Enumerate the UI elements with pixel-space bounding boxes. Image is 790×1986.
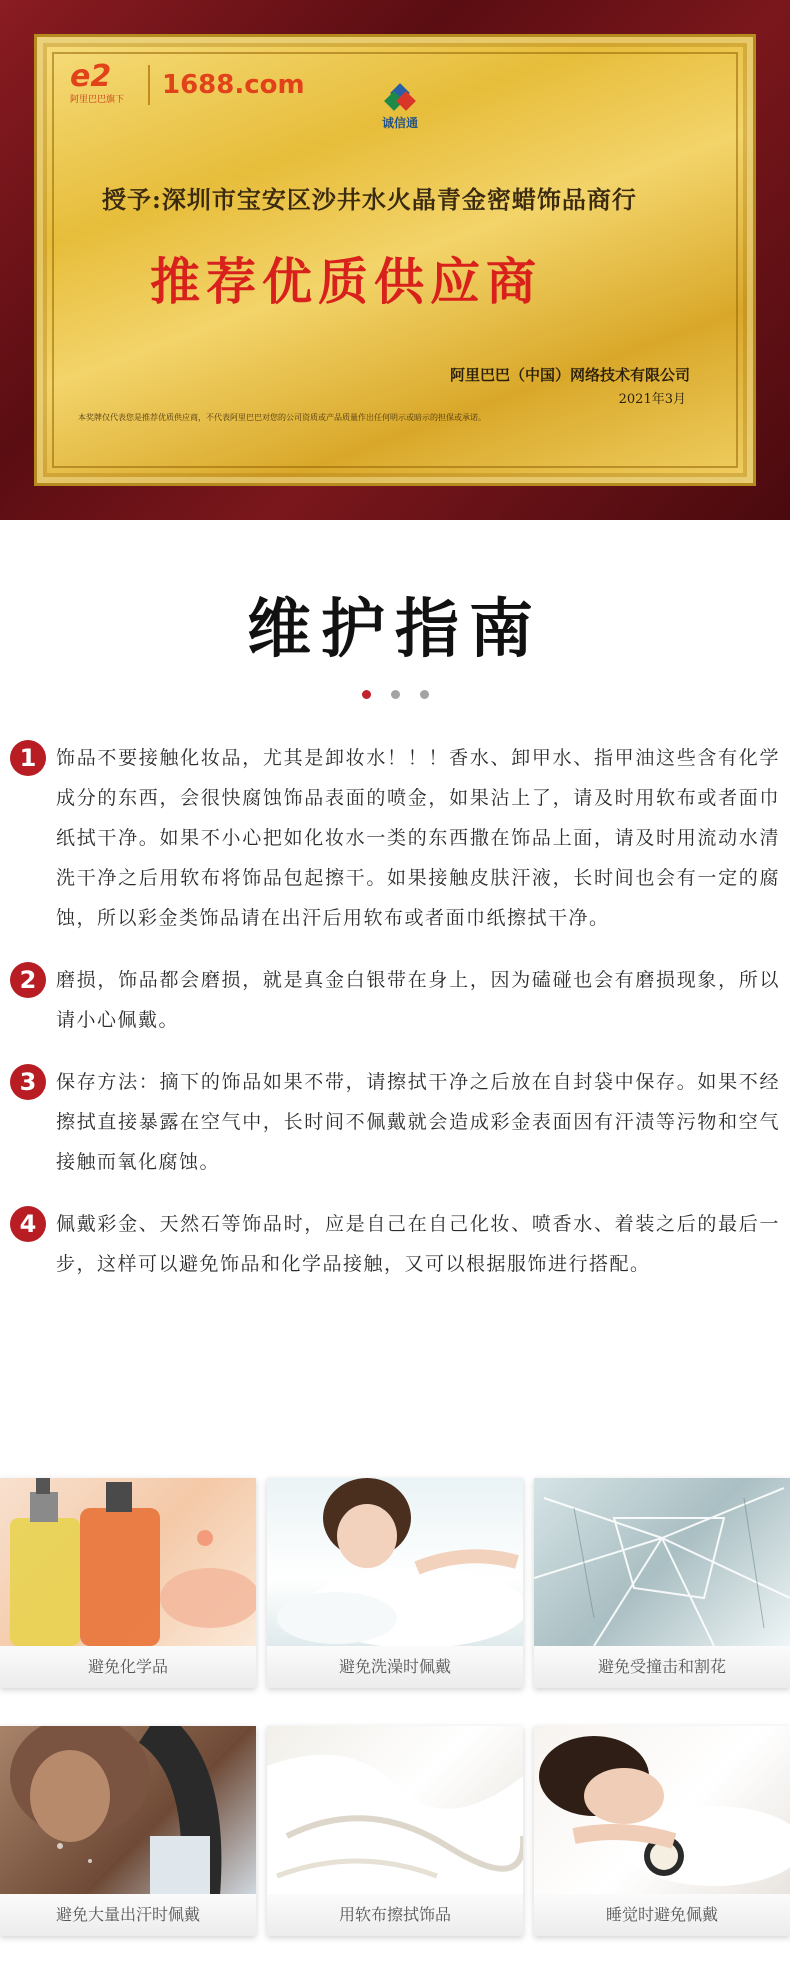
- site-logo-text: 1688.com: [162, 70, 305, 100]
- photo-caption: 用软布擦拭饰品: [267, 1894, 523, 1936]
- care-photo-grid: [0, 1478, 790, 1986]
- sleeping-photo: [534, 1726, 790, 1894]
- tip-item: [10, 738, 780, 938]
- photo-caption: 避免受撞击和割花: [534, 1646, 790, 1688]
- alibaba-logo: [70, 60, 140, 110]
- photo-caption: 避免化学品: [0, 1646, 256, 1688]
- photo-card-impact: [534, 1478, 790, 1688]
- photo-caption: 避免洗澡时佩戴: [267, 1646, 523, 1688]
- plaque-disclaimer: 本奖牌仅代表您是推荐优质供应商，不代表阿里巴巴对您的公司资质或产品质量作出任何明示或暗示的担保或承诺。: [78, 413, 486, 422]
- sweating-photo: [0, 1726, 256, 1894]
- photo-card-sleep: [534, 1726, 790, 1936]
- issuer-name: 阿里巴巴（中国）网络技术有限公司: [449, 366, 690, 384]
- tip-text: 饰品不要接触化妆品，尤其是卸妆水！！！香水、卸甲水、指甲油这些含有化学成分的东西，会很快腐蚀饰品表面的喷金，如果沾上了，请及时用软布或者面巾纸拭干净。如果不小心把如化妆水一类的东西撒在饰品上面，请及时用流动水清洗干净之后用软布将饰品包起擦干。如果接触皮肤汗液，长时间也会有一定的腐蚀，所以彩金类饰品请在出汗后用软布或者面巾纸擦拭干净。: [56, 747, 780, 929]
- soft-cloth-photo: [267, 1726, 523, 1894]
- photo-card-cloth: [267, 1726, 523, 1936]
- photo-card-chemicals: [0, 1478, 256, 1688]
- photo-card-bath: [267, 1478, 523, 1688]
- certificate-plaque: [0, 0, 790, 520]
- photo-caption: 避免大量出汗时佩戴: [0, 1894, 256, 1936]
- chengxintong-label: 诚信通: [381, 116, 418, 130]
- alibaba-sub-label: 阿里巴巴旗下: [70, 95, 125, 105]
- award-title: 推荐优质供应商: [150, 253, 542, 311]
- bath-photo: [267, 1478, 523, 1646]
- photo-card-sweat: [0, 1726, 256, 1936]
- alibaba-mark: e2: [70, 59, 112, 94]
- plaque-logos: [70, 60, 305, 110]
- guide-title: 维护指南: [247, 592, 543, 667]
- tip-item: [10, 1062, 780, 1182]
- logo-divider: [148, 65, 150, 105]
- dot-2: [391, 690, 400, 699]
- carousel-dots: [0, 690, 790, 699]
- tip-item: [10, 960, 780, 1040]
- tip-number-badge: 3: [10, 1064, 46, 1100]
- dot-3: [420, 690, 429, 699]
- issue-date: 2021年3月: [618, 392, 686, 407]
- tip-number-badge: 1: [10, 740, 46, 776]
- dot-1: [362, 690, 371, 699]
- chengxintong-diamond-icon: [387, 86, 413, 112]
- tip-text: 佩戴彩金、天然石等饰品时，应是自己在自己化妆、喷香水、着装之后的最后一步，这样可以避免饰品和化学品接触，又可以根据服饰进行搭配。: [56, 1213, 780, 1275]
- tip-number-badge: 4: [10, 1206, 46, 1242]
- tip-number-badge: 2: [10, 962, 46, 998]
- tip-item: [10, 1204, 780, 1284]
- grant-recipient: 授予:深圳市宝安区沙井水火晶青金密蜡饰品商行: [102, 185, 637, 214]
- perfume-bottles-photo: [0, 1478, 256, 1646]
- cracked-glass-photo: [534, 1478, 790, 1646]
- tip-text: 磨损，饰品都会磨损，就是真金白银带在身上，因为磕碰也会有磨损现象，所以请小心佩戴。: [56, 969, 780, 1031]
- tip-text: 保存方法：摘下的饰品如果不带，请擦拭干净之后放在自封袋中保存。如果不经擦拭直接暴露在空气中，长时间不佩戴就会造成彩金表面因有汗渍等污物和空气接触而氧化腐蚀。: [56, 1071, 780, 1173]
- photo-caption: 睡觉时避免佩戴: [534, 1894, 790, 1936]
- chengxintong-logo: [360, 86, 440, 131]
- care-tips: [10, 738, 780, 1306]
